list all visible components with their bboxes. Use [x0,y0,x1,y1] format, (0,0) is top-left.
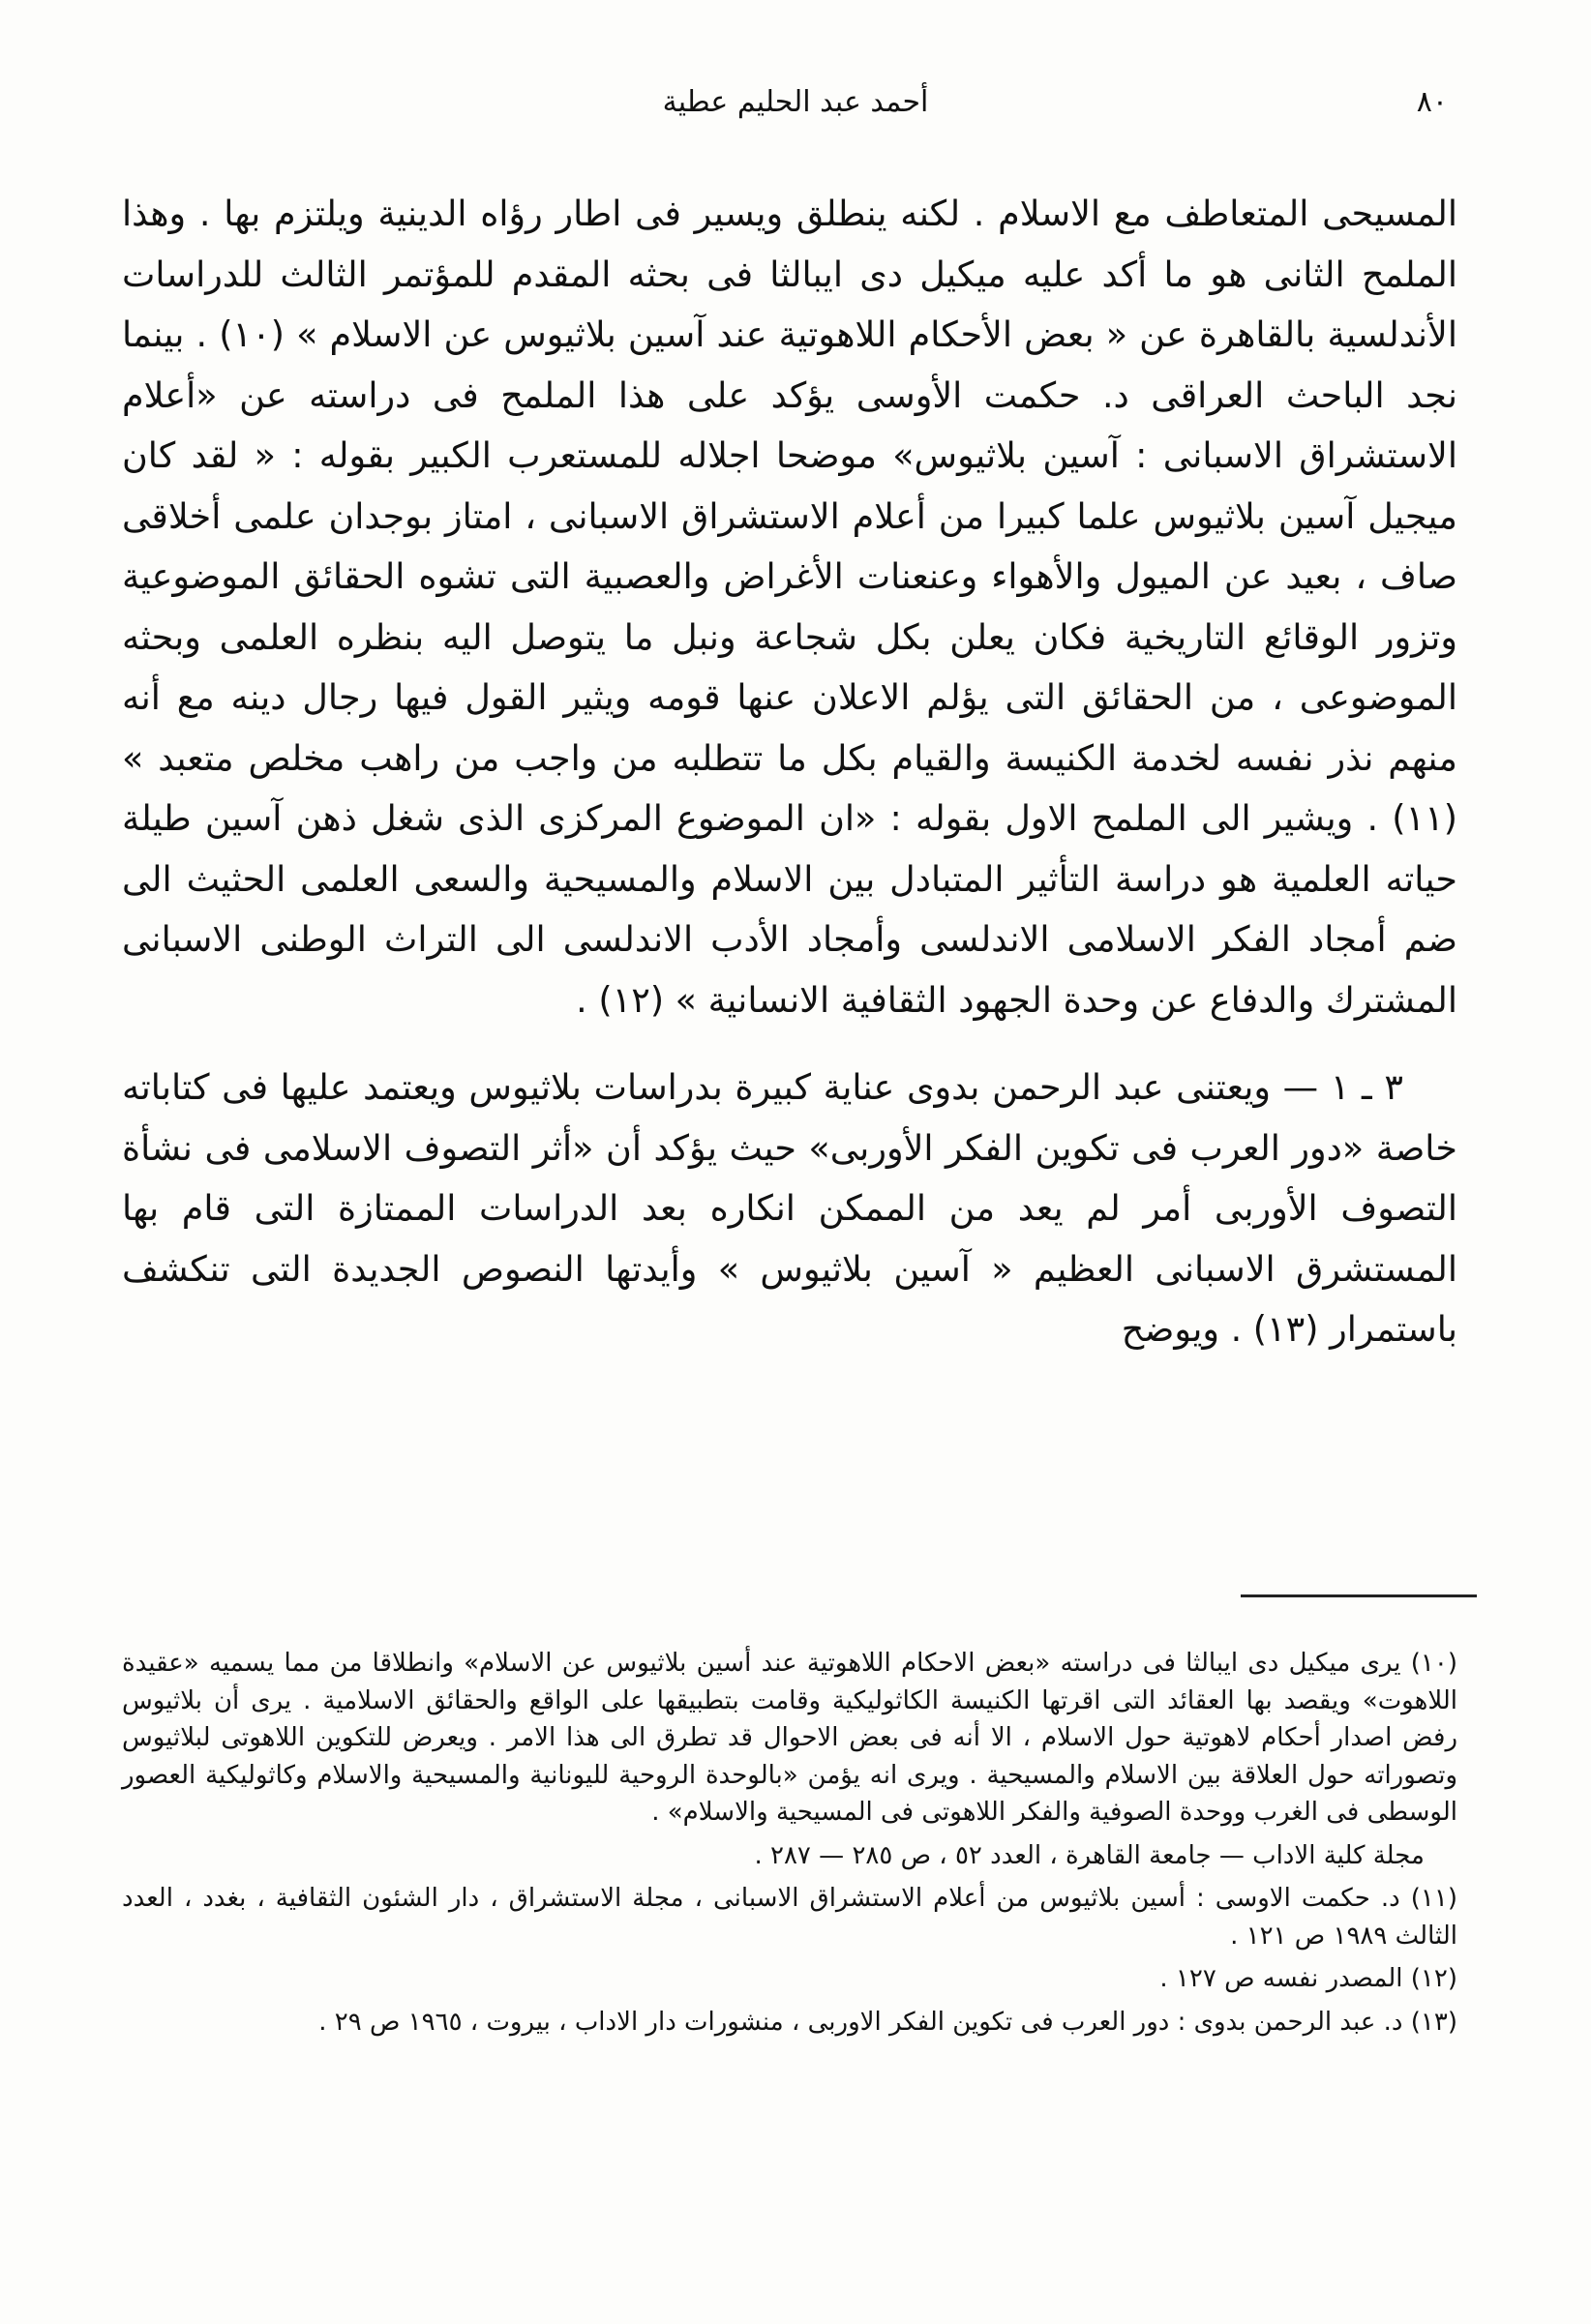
footnote-10: (١٠) يرى ميكيل دى ايبالثا فى دراسته «بعض الاحكام اللاهوتية عند أسين بلاثيوس عن الاسلام» وانطلاقا من مما يسميه «عقيدة اللاهوت» ويقصد بها العقائد التى اقرتها الكنيسة الكاثوليكية وقامت بتطبيقها على الواقع والحقائق الاسلامية . يرى أن بلاثيوس رفض اصدار أحكام لاهوتية حول الاسلام ، الا أنه فى بعض الاحوال قد تطرق الى هذا الامر . ويعرض للتكوين اللاهوتى لبلاثيوس وتصوراته حول العلاقة بين الاسلام والمسيحية . ويرى انه يؤمن «بالوحدة الروحية لليونانية والمسيحية والاسلام وكاثوليكية العصور الوسطى فى الغرب ووحدة الصوفية والفكر اللاهوتى فى المسيحية والاسلام» . [122,1649,1457,1827]
footnote-10-source: مجلة كلية الاداب — جامعة القاهرة ، العدد ٥٢ ، ص ٢٨٥ — ٢٨٧ . [754,1840,1425,1870]
footnote-12: (١٢) المصدر نفسه ص ١٢٧ . [1159,1964,1457,1993]
page-number: ٨٠ [1416,85,1448,119]
body-text [122,184,1457,1360]
footnote-13: (١٣) د. عبد الرحمن بدوى : دور العرب فى تكوين الفكر الاوربى ، منشورات دار الاداب ، بيروت ، ١٩٦٥ ص ٢٩ . [318,2007,1457,2037]
running-head [0,85,1591,134]
body-paragraph: المسيحى المتعاطف مع الاسلام . لكنه ينطلق ويسير فى اطار رؤاه الدينية ويلتزم بها . وهذا الملمح الثانى هو ما أكد عليه ميكيل دى ايبالثا فى بحثه المقدم للمؤتمر الثالث للدراسات الأندلسية بالقاهرة عن « بعض الأحكام اللاهوتية عند آسين بلاثيوس عن الاسلام » (١٠) . بينما نجد الباحث العراقى د. حكمت الأوسى يؤكد على هذا الملمح فى دراسته عن «أعلام الاستشراق الاسبانى : آسين بلاثيوس» موضحا اجلاله للمستعرب الكبير بقوله : « لقد كان ميجيل آسين بلاثيوس علما كبيرا من أعلام الاستشراق الاسبانى ، امتاز بوجدان علمى أخلاقى صاف ، بعيد عن الميول والأهواء وعنعنات الأغراض والعصبية التى تشوه الحقائق الموضوعية وتزور الوقائع التاريخية فكان يعلن بكل شجاعة ونبل ما يتوصل اليه بنظره العلمى وبحثه الموضوعى ، من الحقائق التى يؤلم الاعلان عنها قومه ويثير القول فيها رجال دينه مع أنه منهم نذر نفسه لخدمة الكنيسة والقيام بكل ما تتطلبه من واجب من راهب مخلص متعبد » (١١) . ويشير الى الملمح الاول بقوله : «ان الموضوع المركزى الذى شغل ذهن آسين طيلة حياته العلمية هو دراسة التأثير المتبادل بين الاسلام والمسيحية والسعى العلمى الحثيث الى ضم أمجاد الفكر الاسلامى الاندلسى وأمجاد الأدب الاندلسى الى التراث الوطنى الاسبانى المشترك والدفاع عن وحدة الجهود الثقافية الانسانية » (١٢) . [122,193,1457,1021]
footnote-divider [1241,1594,1477,1597]
running-title: أحمد عبد الحليم عطية [662,85,929,119]
footnotes [122,1645,1457,2046]
body-paragraph: ٣ ـ ١ — ويعتنى عبد الرحمن بدوى عناية كبيرة بدراسات بلاثيوس ويعتمد عليها فى كتاباته خاصة «دور العرب فى تكوين الفكر الأوربى» حيث يؤكد أن «أثر التصوف الاسلامى فى نشأة التصوف الأوربى أمر لم يعد من الممكن انكاره بعد الدراسات الممتازة التى قام بها المستشرق الاسبانى العظيم « آسين بلاثيوس » وأيدتها النصوص الجديدة التى تنكشف باستمرار (١٣) . ويوضح [122,1066,1457,1350]
footnote-11: (١١) د. حكمت الاوسى : أسين بلاثيوس من أعلام الاستشراق الاسبانى ، مجلة الاستشراق ، دار الشئون الثقافية ، بغدد ، العدد الثالث ١٩٨٩ ص ١٢١ . [122,1884,1457,1951]
